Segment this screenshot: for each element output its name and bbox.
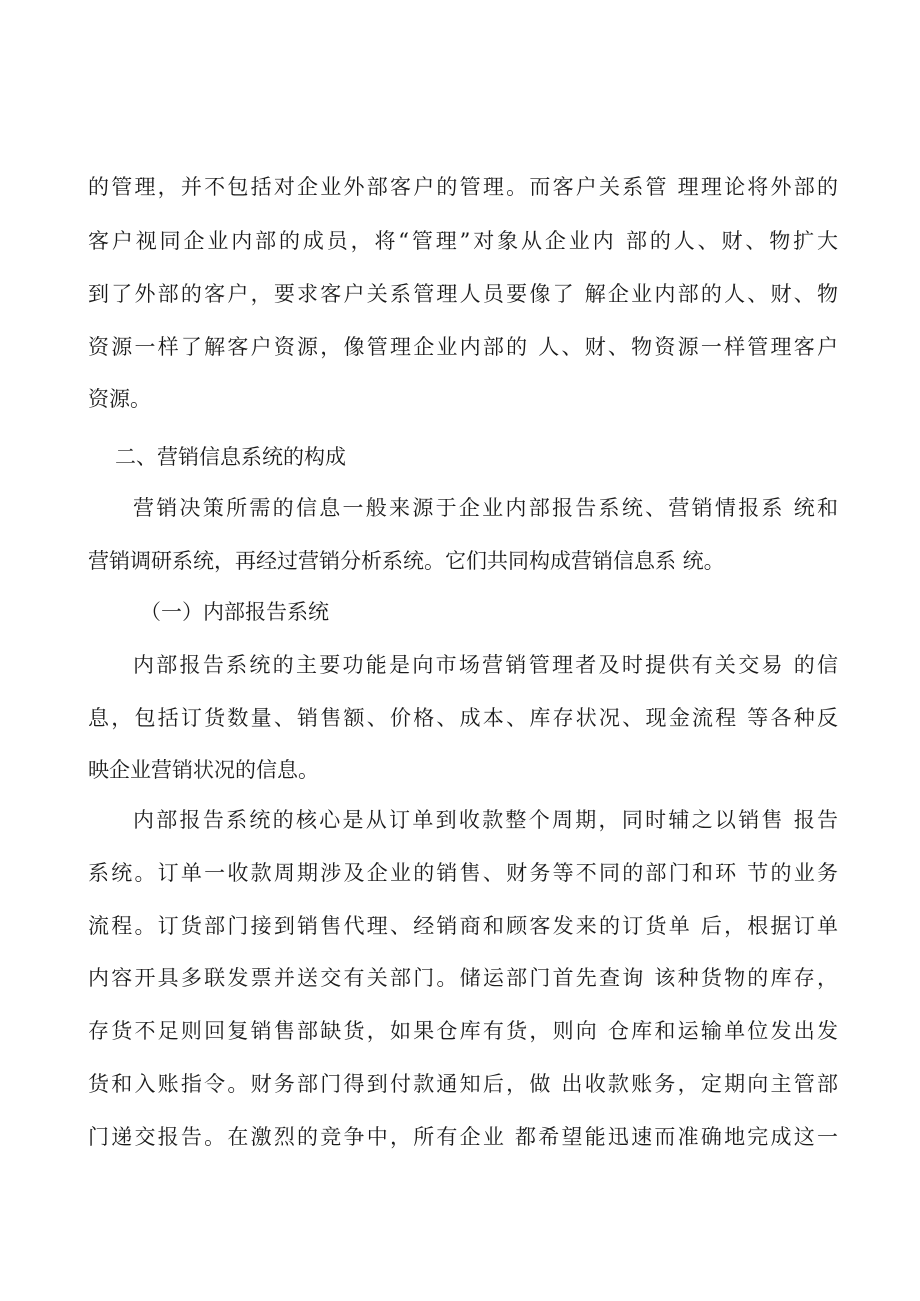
paragraph-line: 营销调研系统，再经过营销分析系统。它们共同构成营销信息系 统。 <box>88 549 725 573</box>
paragraph-line: 流程。订货部门接到销售代理、经销商和顾客发来的订货单 后，根据订单 <box>88 914 838 938</box>
paragraph-line: 资源一样了解客户资源，像管理企业内部的 人、财、物资源一样管理客户 <box>88 335 838 359</box>
paragraph-line: 到了外部的客户，要求客户关系管理人员要像了 解企业内部的人、财、物 <box>88 282 838 306</box>
paragraph-line: 内部报告系统的核心是从订单到收款整个周期，同时辅之以销售 报告 <box>133 808 838 832</box>
paragraph-line: 映企业营销状况的信息。 <box>88 758 319 782</box>
paragraph-line: 存货不足则回复销售部缺货，如果仓库有货，则向 仓库和运输单位发出发 <box>88 1019 838 1043</box>
section-heading: 二、营销信息系统的构成 <box>115 445 346 469</box>
paragraph-line: 的管理，并不包括对企业外部客户的管理。而客户关系管 理理论将外部的 <box>88 175 838 199</box>
paragraph-line: 息，包括订货数量、销售额、价格、成本、库存状况、现金流程 等各种反 <box>88 706 838 730</box>
paragraph-line: 货和入账指令。财务部门得到付款通知后，做 出收款账务，定期向主管部 <box>88 1072 838 1096</box>
paragraph-line: 门递交报告。在激烈的竞争中，所有企业 都希望能迅速而准确地完成这一 <box>88 1125 838 1149</box>
paragraph-line: 内容开具多联发票并送交有关部门。储运部门首先查询 该种货物的库存， <box>88 966 838 990</box>
paragraph-line: 资源。 <box>88 387 151 411</box>
paragraph-line: 系统。订单一收款周期涉及企业的销售、财务等不同的部门和环 节的业务 <box>88 861 838 885</box>
paragraph-line: 客户视同企业内部的成员，将“管理”对象从企业内 部的人、财、物扩大 <box>88 229 838 253</box>
paragraph-line: 内部报告系统的主要功能是向市场营销管理者及时提供有关交易 的信 <box>133 653 838 677</box>
subsection-heading: （一）内部报告系统 <box>140 600 329 624</box>
paragraph-line: 营销决策所需的信息一般来源于企业内部报告系统、营销情报系 统和 <box>133 496 838 520</box>
